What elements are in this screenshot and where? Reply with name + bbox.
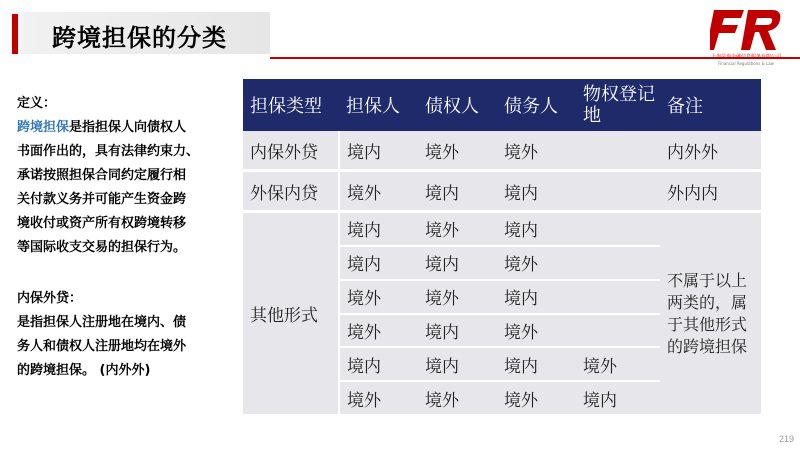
guarantee-type-table bbox=[243, 79, 761, 416]
header-creditor: 债权人 bbox=[418, 79, 497, 131]
table-row bbox=[243, 171, 761, 212]
cell-property-registration: 境内 bbox=[576, 381, 660, 415]
definition-heading: 定义： bbox=[17, 96, 57, 111]
cell-property-registration bbox=[576, 131, 660, 171]
definition-line: 书面作出的，具有法律约束力、 bbox=[17, 144, 200, 159]
logo-tagline: Financial Regulations & Law bbox=[718, 61, 774, 66]
cell-debtor: 境外 bbox=[497, 131, 576, 171]
definition-line-1 bbox=[17, 116, 237, 140]
cell-guarantor: 境外 bbox=[339, 171, 418, 212]
cell-creditor: 境外 bbox=[418, 381, 497, 415]
cell-debtor: 境内 bbox=[497, 347, 576, 381]
table-header-row bbox=[243, 79, 761, 131]
title-accent-bar bbox=[12, 14, 18, 54]
page-title: 跨境担保的分类 bbox=[52, 24, 227, 52]
header-guarantee-type: 担保类型 bbox=[243, 79, 339, 131]
definition-line-1-rest: 是指担保人向债权人 bbox=[69, 120, 187, 135]
cell-property-registration: 境外 bbox=[576, 347, 660, 381]
cell-guarantor: 境外 bbox=[339, 314, 418, 348]
cell-debtor: 境内 bbox=[497, 212, 576, 246]
cell-debtor: 境外 bbox=[497, 314, 576, 348]
definition-line: 承诺按照担保合同约定履行相 bbox=[17, 168, 187, 183]
cell-guarantor: 境外 bbox=[339, 280, 418, 314]
cell-creditor: 境内 bbox=[418, 246, 497, 280]
cell-property-registration bbox=[576, 314, 660, 348]
header-property-registration: 物权登记地 bbox=[576, 79, 660, 131]
cell-guarantor: 境内 bbox=[339, 131, 418, 171]
definition-line: 等国际收支交易的担保行为。 bbox=[17, 240, 187, 255]
neibao-line: 务人和债权人注册地均在境外 bbox=[17, 339, 187, 354]
page-number: 219 bbox=[778, 434, 794, 444]
cell-creditor: 境外 bbox=[418, 212, 497, 246]
cell-creditor: 境内 bbox=[418, 171, 497, 212]
header-guarantor: 担保人 bbox=[339, 79, 418, 131]
cell-property-registration bbox=[576, 212, 660, 246]
cell-guarantor: 境内 bbox=[339, 347, 418, 381]
cell-remarks: 不属于以上两类的，属于其他形式的跨境担保 bbox=[660, 212, 761, 416]
definition-panel bbox=[17, 92, 237, 383]
fr-logo-mark bbox=[710, 8, 782, 52]
table-row bbox=[243, 212, 761, 246]
header-remarks: 备注 bbox=[660, 79, 761, 131]
cell-guarantor: 境外 bbox=[339, 381, 418, 415]
cell-guarantor: 境内 bbox=[339, 246, 418, 280]
cell-creditor: 境内 bbox=[418, 314, 497, 348]
neibao-heading: 内保外贷： bbox=[17, 291, 83, 306]
cell-remarks: 外内内 bbox=[660, 171, 761, 212]
neibao-line: 是指担保人注册地在境内、债 bbox=[17, 315, 187, 330]
logo-company-name: 上海法询金融信息服务有限公司 bbox=[710, 54, 781, 60]
row-type-label: 外保内贷 bbox=[243, 171, 339, 212]
row-type-label: 内保外贷 bbox=[243, 131, 339, 171]
row-type-label: 其他形式 bbox=[243, 212, 339, 416]
definition-line: 关付款义务并可能产生资金跨 bbox=[17, 192, 187, 207]
section-gap bbox=[17, 260, 237, 287]
cell-creditor: 境内 bbox=[418, 347, 497, 381]
cell-property-registration bbox=[576, 280, 660, 314]
table-row bbox=[243, 131, 761, 171]
definition-line: 境收付或资产所有权跨境转移 bbox=[17, 216, 187, 231]
cell-debtor: 境外 bbox=[497, 246, 576, 280]
neibao-line: 的跨境担保。 (内外外) bbox=[17, 363, 151, 378]
cell-property-registration bbox=[576, 171, 660, 212]
cell-property-registration bbox=[576, 246, 660, 280]
header-debtor: 债务人 bbox=[497, 79, 576, 131]
cell-guarantor: 境内 bbox=[339, 212, 418, 246]
cell-creditor: 境外 bbox=[418, 280, 497, 314]
cell-creditor: 境外 bbox=[418, 131, 497, 171]
company-logo bbox=[700, 8, 792, 72]
cell-remarks: 内外外 bbox=[660, 131, 761, 171]
cell-debtor: 境内 bbox=[497, 171, 576, 212]
cell-debtor: 境外 bbox=[497, 381, 576, 415]
cell-debtor: 境内 bbox=[497, 280, 576, 314]
definition-term: 跨境担保 bbox=[17, 120, 70, 135]
